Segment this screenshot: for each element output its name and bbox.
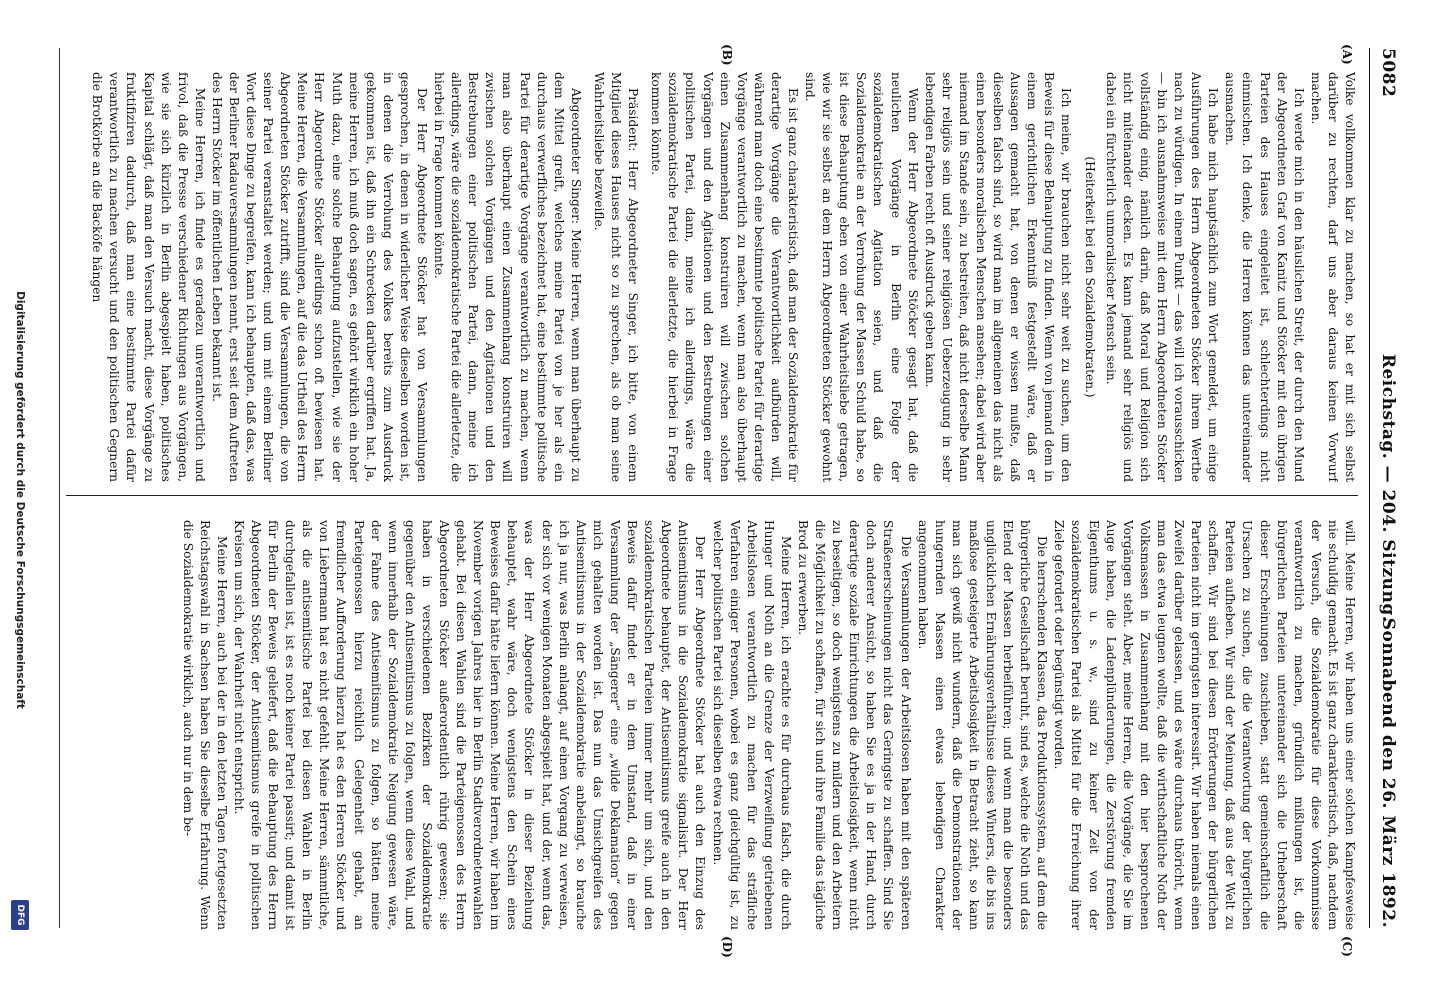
paragraph: Meine Herren, ich finde es geradezu unverantwortlich und frivol, daß die Presse verschiedener Richtungen aus Vorgängen, wie sie sich kürzlich in Berlin abgespielt haben, politisches Kapital schlägt, daß man den Versuch macht, diese Vorgänge zu fruktifiziren dadurch, daß man eine bestimmte Partei dafür verantwortlich zu machen versucht und den politischen Gegnern die Brotkörbe an die Backöfe hängen — [90, 72, 207, 482]
margin-mark-c: (C) — [1340, 936, 1354, 957]
interjection: (Heiterkeit bei den Sozialdemokraten.) — [1082, 156, 1097, 398]
digitization-credit: Digitalisierung gefördert durch die Deutsche Forschungsgemeinschaft — [14, 291, 26, 709]
paragraph: Meine Herren, ich erachte es für durchaus falsch, die durch Hunger und Noth an die Grenze der Verzweiflung getriebenen Arbeitslosen verantwortlich zu machen für das sträfliche Verfahren einiger Personen, wobei es ganz gleichgültig ist, zu welcher politischen Partei sich dieselben etwa rechnen. — [710, 520, 793, 930]
margin-mark-a: (A) — [1340, 44, 1354, 65]
header-rule — [1369, 48, 1370, 928]
right-column — [66, 520, 1358, 930]
paragraph: Wenn der Herr Abgeordnete Stöcker gesagt hat, daß die neulichen Vorgänge in Berlin eine Folge der sozialdemokratischen Agitation seien, und daß die Sozialdemokratie an der Verrohung der Massen Schuld habe, so ist diese Behauptung eben von einer Wahrheitsliebe getragen, wie wir sie selbst an dem Herrn Abgeordneten Stöcker gewohnt sind. — [803, 72, 920, 482]
paragraph: Volke vollkommen klar zu machen, so hat er mit sich selbst darüber zu rechten, darf uns aber daraus keinen Vorwurf machen. — [1308, 72, 1357, 482]
dfg-logo: DFG — [11, 900, 29, 930]
column-divider — [66, 495, 1358, 496]
paragraph: Die Versammlungen der Arbeitslosen haben mit den späteren Straßenerscheinungen nicht das Geringste zu schaffen. Sind Sie doch anderer Ansicht, so haben Sie es ja in der Hand, durch derartige soziale Einrichtungen die Arbeitslosigkeit, wenn nicht zu beseitigen, so doch wenigstens zu mildern und den Arbeitern die Möglichkeit zu schaffen, für sich und ihre Familie das tägliche Brod zu erwerben. — [796, 520, 913, 930]
paragraph: Die herrschenden Klassen, das Produktionssystem, auf dem die bürgerliche Gesellschaft beruht, sind es, welche die Noth und das Elend der Massen herbeiführen; und wenn man die besonders unglücklichen Ernährungsverhältnisse dieses Winters, die bis ins maßlose gesteigerte Arbeitslosigkeit in Betracht zieht, so kann man sich gewiß nicht wundern, daß die Demonstrationen der hungernden Massen einen etwas lebendigen Charakter angenommen haben. — [915, 520, 1050, 930]
margin-mark-d: (D) — [720, 936, 734, 958]
page-title: Reichstag. — 204. Sitzung. — [1378, 353, 1398, 623]
session-date: Sonnabend den 26. März 1892. — [1378, 617, 1398, 928]
margin-mark-b: (B) — [720, 44, 734, 66]
paragraph: Meine Herren, auch bei der in den letzten Tagen fortgesetzten Reichstagswahl in Sachsen haben Sie dieselbe Erfahrung. Wenn die Sozialdemokratie wirklich, auch nur in dem be- — [180, 520, 229, 930]
left-column — [66, 72, 1358, 482]
page-number: 5082 — [1378, 48, 1398, 98]
president-remark: Präsident: Herr Abgeordneter Singer, ich bitte, von einem Mitglied dieses Hauses nicht so zu sprechen, als ob man seine Wahrheitsliebe bezweifle. — [591, 72, 641, 482]
paragraph: Ich habe mich hauptsächlich zum Wort gemeldet, um einige Ausführungen des Herrn Abgeordneten Stöcker ihrem Werthe nach zu würdigen. In einem Punkt — das will ich vorausschicken — bin ich ausnahmsweise mit dem Herrn Abgeordneten Stöcker vollständig einig, nämlich darin, daß Moral und Religion sich nicht miteinander decken. Es kann jemand sehr religiös und dabei ein fürchterlich unmoralischer Mensch sein. — [1103, 72, 1221, 482]
speaker-paragraph: Abgeordneter Singer: Meine Herren, wenn man überhaupt zu dem Mittel greift, welches meine Partei von je her als ein durchaus verwerfliches bezeichnet hat, eine bestimmte politische Partei für derartige Vorgänge verantwortlich zu machen, wenn man also überhaupt einen Zusammenhang konstruiren will zwischen solchen Vorgängen und den Agitationen und den Bestrebungen einer politischen Partei, dann, meine ich allerdings, wäre die sozialdemokratische Partei die allerletzte, die hierbei in Frage kommen könnte. — [432, 72, 583, 482]
paragraph: Ich meine, wir brauchen nicht sehr weit zu suchen, um den Beweis für diese Behauptung zu finden. Wenn von jemand dem in einem gerichtlichen Erkenntniß festgestellt wäre, daß er Aussagen gemacht hat, von denen er wissen mußte, daß dieselben falsch sind, so wird man im allgemeinen das nicht als einen besonders moralischen Menschen ansehen; dabei wird aber niemand im Stande sein, zu bestreiten, daß nicht derselbe Mann sehr religiös sein und seiner religiösen Ueberzeugung in sehr lebendigen Farben recht oft Ausdruck geben kann. — [922, 72, 1074, 482]
paragraph: Der Herr Abgeordnete Stöcker hat auch den Einzug des Antisemitismus in die Sozialdemokratie signalisirt. Der Herr Abgeordnete behauptet, der Antisemitismus greife auch in den sozialdemokratischen Parteien immer mehr um sich, und den Beweis dafür findet er in dem Umstand, daß in einer Versammlung der „Sängerer“ eine „wilde Deklamation“ gegen mich gehalten worden ist. Das nun das Umsichgreifen des Antisemitismus in der Sozialdemokratie anbelangt, so brauche ich ja nur, was Berlin anlangt, auf einen Vorgang zu verweisen, der sich vor wenigen Monaten abgespielt hat, und der, wenn das, was der Herr Abgeordnete Stöcker in dieser Beziehung behauptet, wahr wäre, doch wenigstens den Schein eines Beweises dafür hätte liefern können. Meine Herren, wir haben im November vorigen Jahres hier in Berlin Stadtverordnetenwahlen gehabt. Bei diesen Wahlen sind die Parteigenossen des Herrn Abgeordneten Stöcker außerordentlich rührig gewesen; sie haben in verschiedenen Bezirken der Sozialdemokratie gegenüber den Antisemitismus zu folgen, wenn diese Wahl, und wenn innerhalb der Sozialdemokratie Neigung gewesen wäre, der Fahne des Antisemitismus zu folgen, so hätten meine Parteigenossen hierzu reichlich Gelegenheit gehabt, an fremdlicher Aufforderung hierzu hat es den Herren Stöcker und von Liebermann hat es nicht gefehlt. Meine Herren, sämmtliche, als die antisemitische Partei bei diesen Wahlen in Berlin durchgefallen ist, ist es noch keiner Partei passirt; und damit ist für Berlin der Beweis geliefert, daß die Behauptung des Herrn Abgeordneten Stöcker, der Antisemitismus greife in politischen Kreisen um sich, der Wahrheit nicht entspricht. — [231, 520, 708, 930]
paragraph: Es ist ganz charakteristisch, daß man der Sozialdemokratie für derartige Vorgänge die Verantwortlichkeit aufbürden will, während man doch eine bestimmte politische Partei für derartige Vorgänge verantwortlich zu machen, wenn man also überhaupt einen Zusammenhang konstruiren will zwischen solchen Vorgängen und den Agitationen und den Bestrebungen einer politischen Partei, dann, meine ich allerdings, wäre die sozialdemokratische Partei die allerletzte, die hierbei in Frage kommen könnte. — [649, 72, 800, 482]
paragraph: will. Meine Herren, wir haben uns einer solchen Kampfesweise nie schuldig gemacht. Es ist ganz charakteristisch, daß, nachdem der Versuch, die Sozialdemokratie für diese Vorkommnisse verantwortlich zu machen, gründlich mißlungen ist, die bürgerlichen Parteien untereinander sich die Urheberschaft dieser Erscheinungen zuschieben, statt gemeinschaftlich die Ursachen zu suchen, die die Verantwortung der bürgerlichen Parteien aufheben. Wir sind der Meinung, daß aus der Welt zu schaffen. Wir sind bei diesen Erörterungen der bürgerlichen Parteien nicht im geringsten interessirt. Wir haben niemals einen Zweifel darüber gelassen, und es wäre durchaus thöricht, wenn man das etwa leugnen wollte, daß die wirthschaftliche Noth der Volksmassen in Zusammenhang mit den hier besprochenen Vorgängen steht. Aber, meine Herren, die Vorgänge, die Sie im Auge haben, die Ladenplünderungen, die Zerstörung fremden Eigenthums u. s. w., sind zu keiner Zeit von der sozialdemokratischen Partei als Mittel für die Erreichung ihrer Ziele gefordert oder begünstigt worden. — [1052, 520, 1357, 930]
footer-rule — [59, 48, 60, 928]
paragraph: Ich werde mich in den häuslichen Streit, der durch den Mund der Abgeordneten Graf von Kanitz und Stöcker mit den übrigen Parteien des Hauses eingeleitet ist, schlechterdings nicht einmischen. Ich denke, die Herren können das untereinander ausmachen. — [1223, 72, 1306, 482]
paragraph: Der Herr Abgeordnete Stöcker hat von Versammlungen gesprochen, in denen in widerlicher Weise dieselben worden ist, in denen die Verrohung des Volkes bereits zum Ausdruck gekommen ist, daß ihn ein Schrecken darüber ergriffen hat. Ja, meine Herren, ich muß doch sagen, es gehört wirklich ein hoher Muth dazu, eine solche Behauptung aufzustellen, wie sie der Herr Abgeordnete Stöcker allerdings schon oft bewiesen hat. Meine Herren, die Versammlungen, auf die das Urtheil des Herrn Abgeordneten Stöcker zutrifft, sind die Versammlungen, die von seiner Partei veranstaltet werden; und um mit einem Berliner Wort diese Dinge zu begreifen, kann ich behaupten, daß das, was der Berliner Radauversammlungen nennt, erst seit dem Auftreten des Herrn Stöcker im öffentlichen Leben bekannt ist. — [209, 72, 430, 482]
page-header — [1372, 48, 1398, 928]
